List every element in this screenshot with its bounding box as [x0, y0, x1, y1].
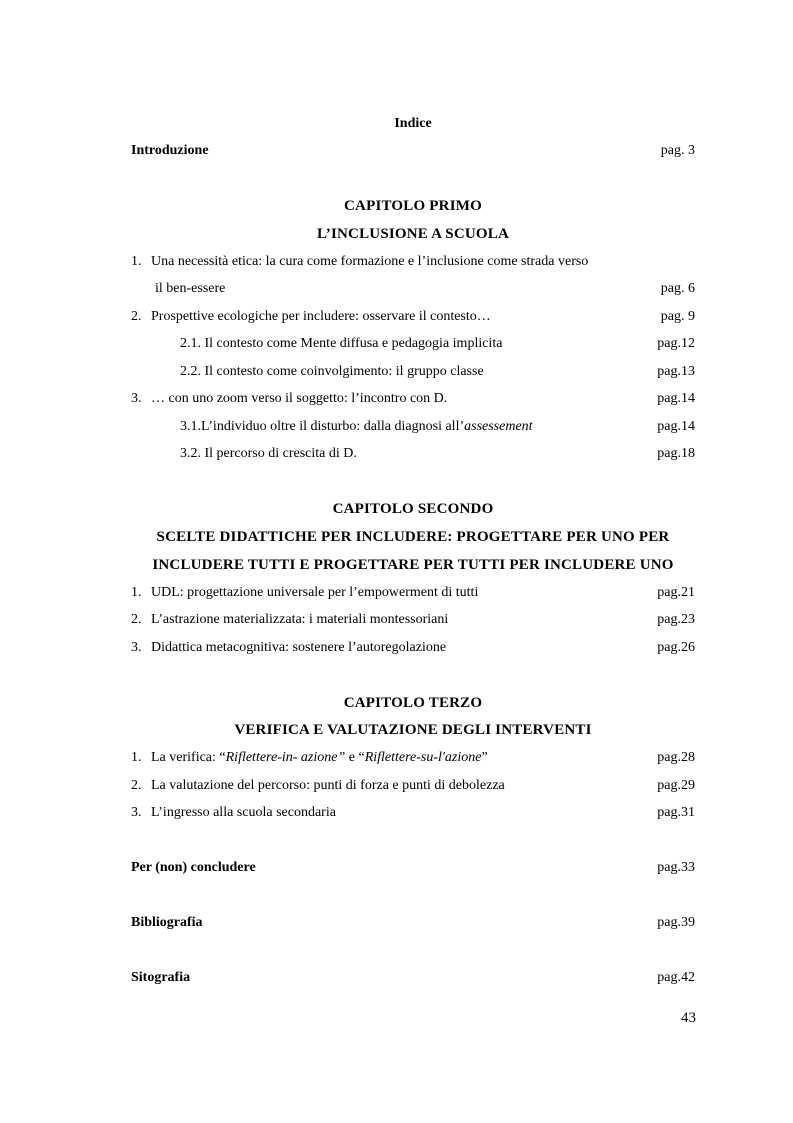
- toc-entry-bibliografia[interactable]: [131, 913, 695, 933]
- toc-number: 1.: [131, 254, 142, 269]
- toc-entry-sitografia[interactable]: [131, 968, 695, 988]
- toc-number: 3.: [131, 640, 142, 655]
- toc-label: 3.1.L’individuo oltre il disturbo: dalla diagnosi all’assessement: [180, 419, 533, 434]
- toc-entry[interactable]: [131, 776, 695, 796]
- toc-label: La verifica: “Riflettere-in- azione” e “Riflettere-su-l'azione”: [151, 750, 488, 765]
- toc-page: pag.21: [657, 585, 695, 600]
- toc-entry[interactable]: [131, 610, 695, 630]
- toc-number: 3.: [131, 805, 142, 820]
- toc-entry[interactable]: [131, 444, 695, 464]
- chapter-heading: CAPITOLO PRIMO: [344, 198, 482, 214]
- toc-entry[interactable]: [131, 279, 695, 299]
- toc-page: pag.23: [657, 612, 695, 627]
- toc-entry[interactable]: [131, 334, 695, 354]
- toc-page: pag.26: [657, 640, 695, 655]
- toc-entry[interactable]: [131, 638, 695, 658]
- toc-number: 3.: [131, 391, 142, 406]
- toc-label: 2.2. Il contesto come coinvolgimento: il gruppo classe: [180, 364, 484, 379]
- chapter-subtitle: VERIFICA E VALUTAZIONE DEGLI INTERVENTI: [234, 722, 592, 738]
- toc-page: pag.28: [657, 750, 695, 765]
- toc-page: pag.33: [657, 860, 695, 875]
- toc-label: il ben-essere: [155, 281, 226, 296]
- toc-page: pag. 9: [660, 309, 695, 324]
- toc-label: Bibliografia: [131, 915, 203, 930]
- toc-number: 2.: [131, 778, 142, 793]
- chapter-heading: CAPITOLO TERZO: [343, 695, 483, 711]
- toc-entry[interactable]: [131, 803, 695, 823]
- toc-entry[interactable]: [131, 389, 695, 409]
- toc-entry[interactable]: [131, 748, 695, 768]
- toc-entry[interactable]: [131, 583, 695, 603]
- toc-number: 1.: [131, 585, 142, 600]
- toc-page: pag.39: [657, 915, 695, 930]
- toc-label: Prospettive ecologiche per includere: osservare il contesto…: [151, 309, 491, 324]
- chapter-heading: CAPITOLO SECONDO: [332, 501, 494, 517]
- toc-page: pag.18: [657, 446, 695, 461]
- toc-number: 2.: [131, 309, 142, 324]
- chapter-subtitle: INCLUDERE TUTTI E PROGETTARE PER TUTTI PER INCLUDERE UNO: [152, 557, 674, 573]
- toc-page: pag.14: [657, 391, 695, 406]
- toc-label: Una necessità etica: la cura come formazione e l’inclusione come strada verso: [151, 254, 589, 269]
- chapter-subtitle: SCELTE DIDATTICHE PER INCLUDERE: PROGETTARE PER UNO PER: [156, 529, 670, 545]
- toc-label: 2.1. Il contesto come Mente diffusa e pedagogia implicita: [180, 336, 503, 351]
- toc-entry[interactable]: [131, 252, 695, 272]
- toc-page: pag. 3: [660, 143, 695, 158]
- index-title: Indice: [394, 116, 432, 131]
- toc-entry[interactable]: [131, 417, 695, 437]
- toc-page: pag.12: [657, 336, 695, 351]
- toc-page: pag.29: [657, 778, 695, 793]
- toc-page: pag.31: [657, 805, 695, 820]
- toc-page: pag. 6: [660, 281, 695, 296]
- toc-label: L’ingresso alla scuola secondaria: [151, 805, 336, 820]
- toc-entry[interactable]: [131, 307, 695, 327]
- toc-label: 3.2. Il percorso di crescita di D.: [180, 446, 357, 461]
- toc-number: 1.: [131, 750, 142, 765]
- toc-label: Introduzione: [131, 143, 209, 158]
- toc-number: 2.: [131, 612, 142, 627]
- toc-label: La valutazione del percorso: punti di forza e punti di debolezza: [151, 778, 505, 793]
- toc-page: pag.14: [657, 419, 695, 434]
- toc-page: pag.13: [657, 364, 695, 379]
- toc-label: Per (non) concludere: [131, 860, 256, 875]
- toc-label: UDL: progettazione universale per l’empowerment di tutti: [151, 585, 479, 600]
- toc-entry[interactable]: [131, 362, 695, 382]
- toc-label: Sitografia: [131, 970, 191, 985]
- toc-page: pag.42: [657, 970, 695, 985]
- toc-label: … con uno zoom verso il soggetto: l’incontro con D.: [151, 391, 448, 406]
- toc-label: Didattica metacognitiva: sostenere l’autoregolazione: [151, 640, 447, 655]
- toc-label: L’astrazione materializzata: i materiali montessoriani: [151, 612, 449, 627]
- toc-entry-introduzione[interactable]: [131, 141, 695, 161]
- chapter-subtitle: L’INCLUSIONE A SCUOLA: [316, 226, 510, 242]
- page-number: 43: [681, 1010, 696, 1026]
- toc-entry-concludere[interactable]: [131, 858, 695, 878]
